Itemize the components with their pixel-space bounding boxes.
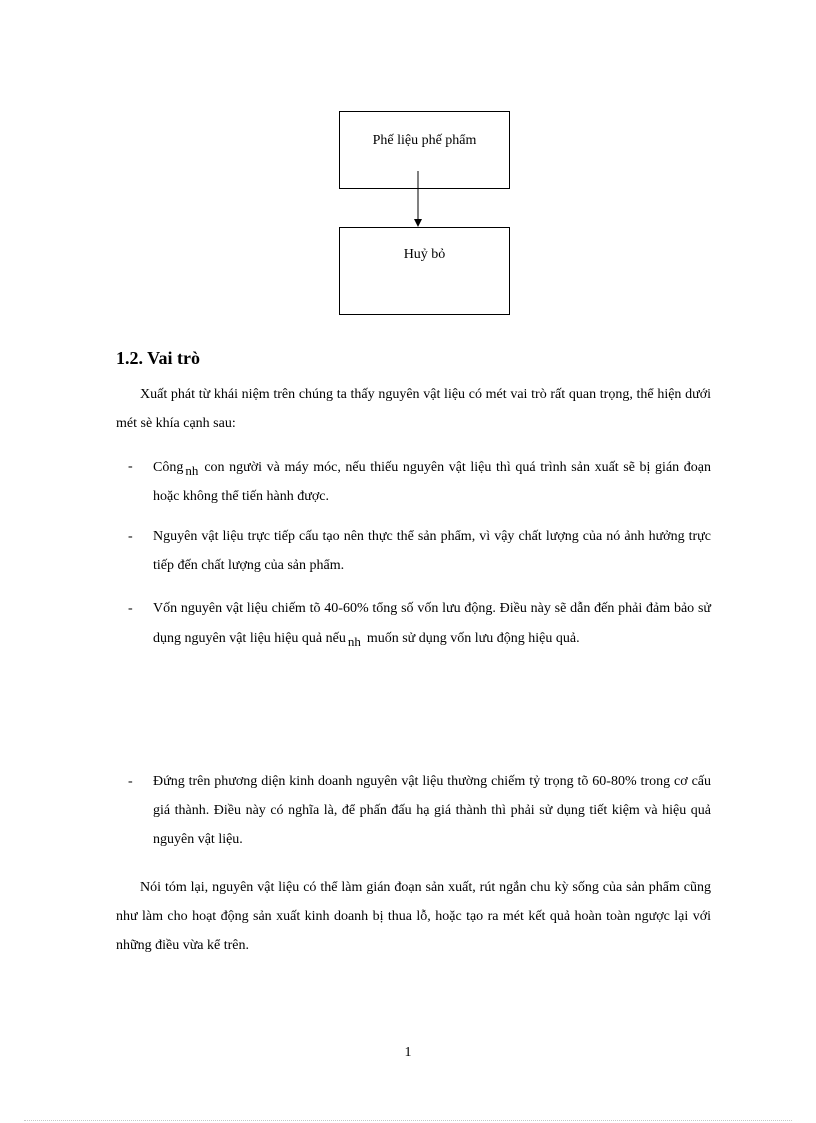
bullet-4-text: Đứng trên phương diện kinh doanh nguyên vật liệu thường chiếm tỷ trọng tõ 60-80% trong cơ cấu giá thành. Điều này có nghĩa là, để phấn đấu hạ giá thành thì phải sử dụng tiết kiệm và hiệu quả nguyên vật liệu. — [153, 774, 711, 847]
bullet-1-text-start: Công — [153, 460, 184, 475]
conclusion-text: Nói tóm lại, nguyên vật liệu có thể làm gián đoạn sản xuất, rút ngắn chu kỳ sống của sản phẩm cũng như làm cho hoạt động sản xuất kinh doanh bị thua lỗ, hoặc tạo ra mét kết quả hoàn toàn ngược lại với những điều vừa kể trên. — [116, 880, 711, 953]
diagram-box-dispose-label: Huỷ bỏ — [403, 247, 446, 262]
bullet-marker: - — [128, 774, 133, 789]
bullet-1-small-text: nh — [185, 463, 199, 478]
bullet-item-4 — [128, 767, 711, 854]
bullet-3-text-end: muốn sử dụng vốn lưu động hiệu quả. — [366, 631, 580, 646]
bullet-marker: - — [128, 601, 133, 616]
bullet-marker: - — [128, 459, 133, 474]
intro-text: Xuất phát từ khái niệm trên chúng ta thấy nguyên vật liệu có mét vai trò rất quan trọng, thể hiện dưới mét sè khía cạnh sau: — [116, 387, 711, 431]
conclusion-paragraph — [116, 873, 711, 960]
bullet-item-1 — [128, 452, 711, 511]
bullet-item-3 — [128, 594, 711, 653]
bullet-marker: - — [128, 529, 133, 544]
bullet-item-2 — [128, 522, 711, 580]
page-bottom-rule — [24, 1120, 792, 1121]
bullet-2-text: Nguyên vật liệu trực tiếp cấu tạo nên thực thể sản phẩm, vì vậy chất lượng của nó ảnh hưởng trực tiếp đến chất lượng của sản phẩm. — [153, 529, 711, 573]
diagram-arrow — [0, 0, 816, 330]
page-number: 1 — [404, 1045, 412, 1060]
intro-paragraph — [116, 380, 711, 438]
diagram-box-scrap-label: Phế liệu phế phẩm — [372, 133, 477, 148]
diagram-arrow-head — [414, 219, 422, 227]
bullet-3-text-start: Vốn nguyên vật liệu chiếm tõ 40-60% tổng số vốn lưu động. Điều này sẽ dẫn đến phải đảm bảo sử dụng nguyên vật liệu hiệu quả nếu — [153, 601, 711, 646]
bullet-3-small-text: nh — [347, 634, 361, 649]
section-heading: 1.2. Vai trò — [116, 348, 201, 368]
bullet-1-text-end: con người và máy móc, nếu thiếu nguyên vật liệu thì quá trình sản xuất sẽ bị gián đoạn hoặc không thể tiến hành được. — [153, 460, 711, 504]
